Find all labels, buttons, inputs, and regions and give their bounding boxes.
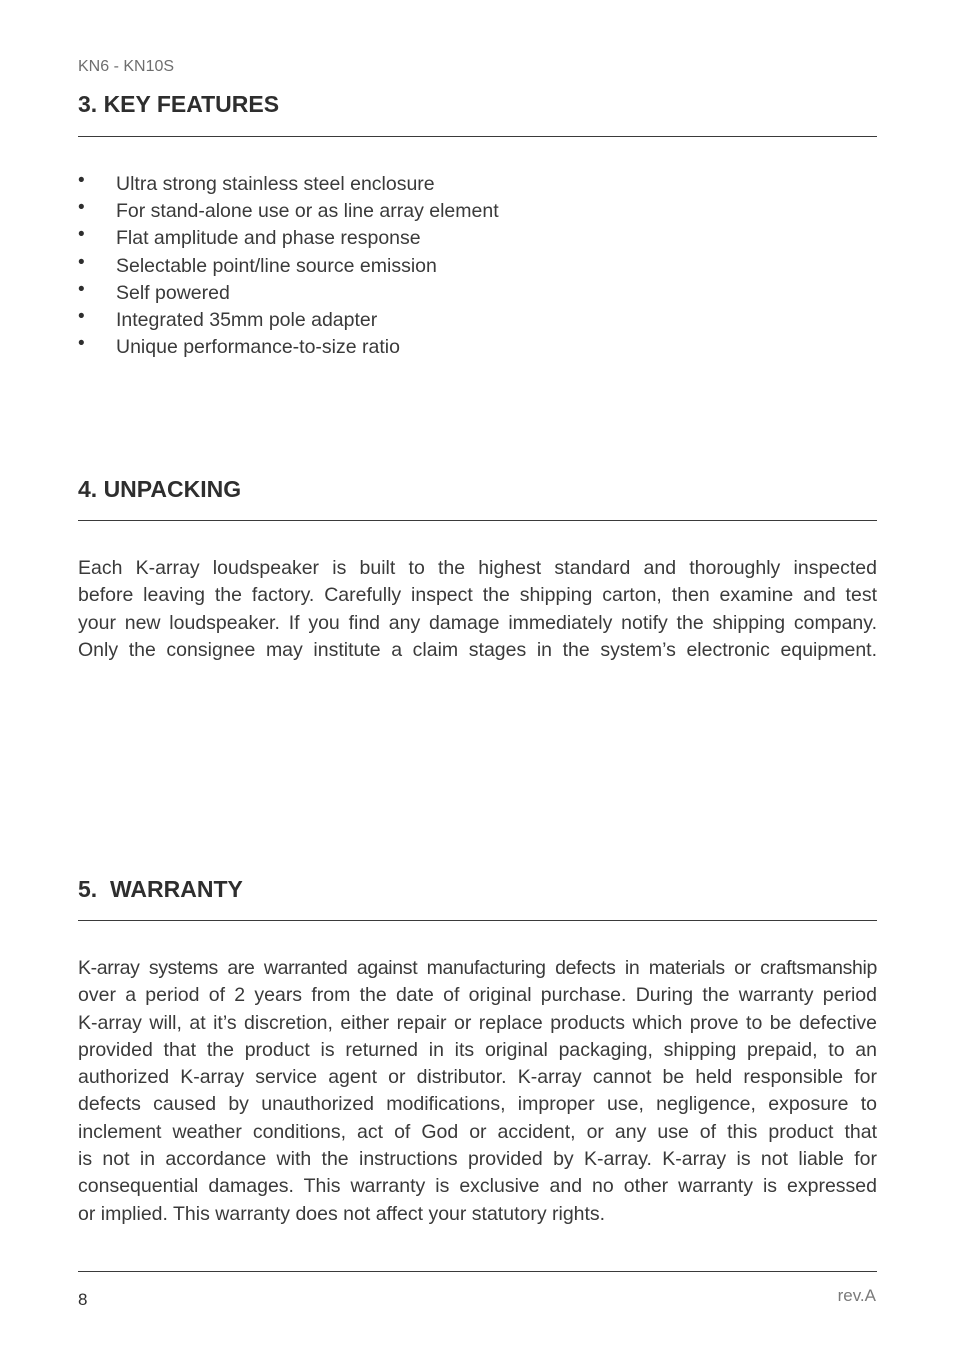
paragraph-line: your new loudspeaker. If you find any damage immediately notify the shipping company. [78,611,877,634]
section-divider-key-features [78,136,877,137]
paragraph-line: Only the consignee may institute a claim stages in the system’s electronic equipment. [78,638,877,661]
paragraph-line: provided that the product is returned in its original packaging, shipping prepaid, to an [78,1038,877,1061]
unpacking-paragraph [78,555,877,664]
paragraph-line: authorized K-array service agent or distributor. K-array cannot be held responsible for [78,1066,877,1089]
section-divider-warranty [78,920,877,921]
paragraph-line: Each K-array loudspeaker is built to the highest standard and thoroughly inspected [78,557,877,579]
list-item: • Ultra strong stainless steel enclosure [78,170,435,195]
revision-label: rev.A [837,1286,876,1305]
bullet-icon: • [78,224,85,246]
paragraph-line: K-array will, at it’s discretion, either repair or replace products which prove to be defective [78,1011,877,1034]
list-item: • Self powered [78,278,230,304]
paragraph-line: inclement weather conditions, act of God or accident, or any use of this product that [78,1120,877,1143]
list-item: • For stand-alone use or as line array element [78,197,499,223]
list-item: • Integrated 35mm pole adapter [78,305,378,331]
bullet-icon: • [78,251,85,273]
list-item: • Unique performance-to-size ratio [78,333,400,359]
list-item: • Selectable point/line source emission [78,251,437,277]
paragraph-line: before leaving the factory. Carefully inspect the shipping carton, then examine and test [78,584,877,607]
footer-divider [78,1271,877,1272]
warranty-paragraph [78,955,877,1228]
list-item: • Flat amplitude and phase response [78,224,421,250]
section-title-key-features: 3. KEY FEATURES [78,91,280,117]
section-divider-unpacking [78,520,877,521]
paragraph-line: K-array systems are warranted against manufacturing defects in materials or craftsmanship [78,957,877,979]
paragraph-line: or implied. This warranty does not affect your statutory rights. [78,1202,606,1225]
bullet-icon: • [78,333,85,355]
paragraph-line: over a period of 2 years from the date of original purchase. During the warranty period [78,984,877,1007]
paragraph-line: is not in accordance with the instructions provided by K-array. K-array is not liable for [78,1148,877,1171]
document-model-label: KN6 - KN10S [78,58,175,75]
paragraph-line: consequential damages. This warranty is exclusive and no other warranty is expressed [78,1175,877,1198]
section-title-warranty: 5. WARRANTY [78,876,243,902]
paragraph-line: defects caused by unauthorized modifications, improper use, negligence, exposure to [78,1093,877,1116]
bullet-icon: • [78,170,85,191]
section-title-unpacking: 4. UNPACKING [78,476,242,502]
bullet-icon: • [78,305,85,327]
bullet-icon: • [78,197,85,219]
page-number: 8 [78,1290,88,1309]
key-features-list [78,172,877,362]
bullet-icon: • [78,278,85,300]
